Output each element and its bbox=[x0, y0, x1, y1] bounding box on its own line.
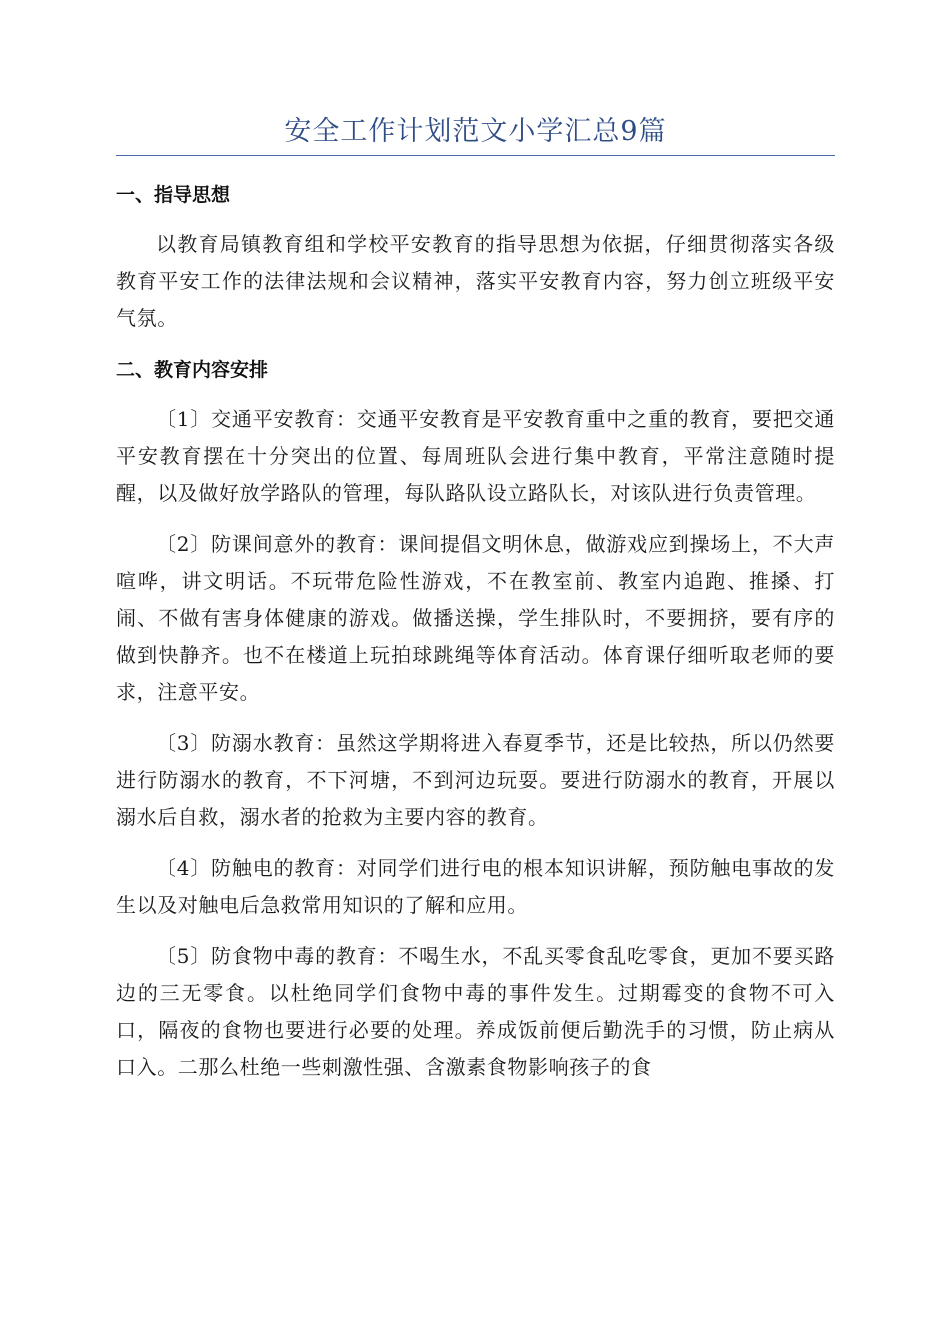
section-heading: 二、教育内容安排 bbox=[116, 359, 269, 381]
section-heading: 一、指导思想 bbox=[116, 184, 231, 206]
paragraph-drowning-prevention: 〔3〕防溺水教育：虽然这学期将进入春夏季节，还是比较热，所以仍然要进行防溺水的教育，不下河塘，不到河边玩耍。要进行防溺水的教育，开展以溺水后自救，溺水者的抢救为主要内容的教育。 bbox=[116, 731, 835, 829]
paragraph-break-time-safety: 〔2〕防课间意外的教育：课间提倡文明休息，做游戏应到操场上，不大声喧哗，讲文明话。不玩带危险性游戏，不在教室前、教室内追跑、推搡、打闹、不做有害身体健康的游戏。做播送操，学生排队时，不要拥挤，要有序的做到快静齐。也不在楼道上玩拍球跳绳等体育活动。体育课仔细听取老师的要求，注意平安。 bbox=[116, 532, 835, 704]
paragraph-electric-shock-prevention: 〔4〕防触电的教育：对同学们进行电的根本知识讲解，预防触电事故的发生以及对触电后急救常用知识的了解和应用。 bbox=[116, 856, 835, 917]
document-body bbox=[116, 176, 835, 1100]
section-education-content bbox=[116, 351, 835, 1086]
section-guiding-thought bbox=[116, 176, 835, 337]
paragraph: 以教育局镇教育组和学校平安教育的指导思想为依据，仔细贯彻落实各级教育平安工作的法律法规和会议精神，落实平安教育内容，努力创立班级平安气氛。 bbox=[116, 232, 835, 330]
document-title: 安全工作计划范文小学汇总9篇 bbox=[284, 116, 667, 147]
paragraph-food-poisoning-prevention: 〔5〕防食物中毒的教育：不喝生水，不乱买零食乱吃零食，更加不要买路边的三无零食。以杜绝同学们食物中毒的事件发生。过期霉变的食物不可入口，隔夜的食物也要进行必要的处理。养成饭前便后勤洗手的习惯，防止病从口入。二那么杜绝一些刺激性强、含激素食物影响孩子的食 bbox=[116, 944, 835, 1079]
title-underline-rule bbox=[116, 155, 835, 156]
paragraph-traffic-safety: 〔1〕交通平安教育：交通平安教育是平安教育重中之重的教育，要把交通平安教育摆在十分突出的位置、每周班队会进行集中教育，平常注意随时提醒，以及做好放学路队的管理，每队路队设立路队长，对该队进行负责管理。 bbox=[116, 407, 835, 505]
